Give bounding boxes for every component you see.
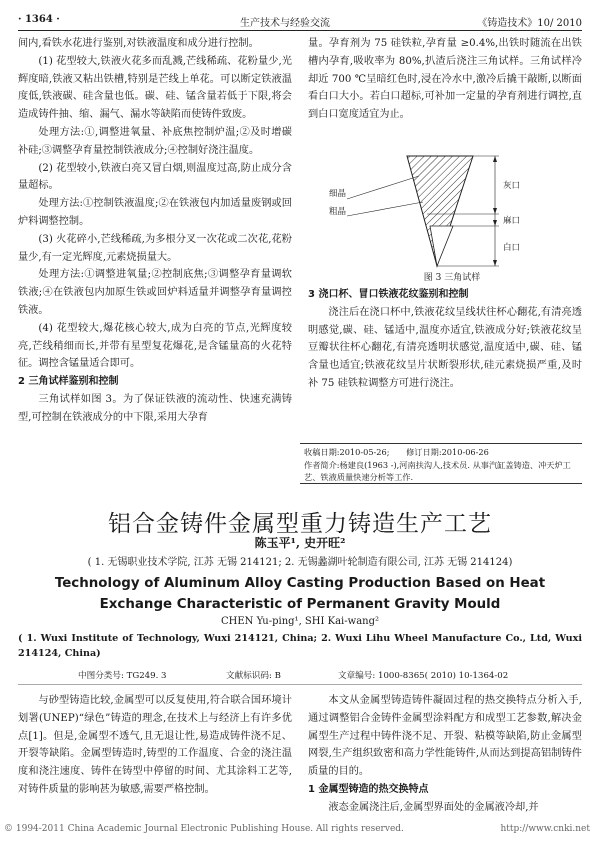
document-code: 文献标识码: B xyxy=(226,671,281,681)
label-coarse-grain: 粗晶 xyxy=(329,207,347,217)
column-title: 生产技术与经验交流 xyxy=(240,18,330,29)
section-heading: 2 三角试样鉴别和控制 xyxy=(18,376,119,388)
meta-rule-top xyxy=(300,443,582,444)
paragraph: (2) 花型较小,铁液白亮又冒白烟,则温度过高,防止成分含量超标。 xyxy=(18,162,292,192)
paragraph: 液态金属浇注后,金属型界面处的金属液冷却,并 xyxy=(328,801,539,813)
leader-line xyxy=(347,202,423,216)
paragraph: 三角试样如图 3。为了保证铁液的流动性、快速充满铸型,可控制在铁液成分的中下限,采用大孕育 xyxy=(18,393,292,423)
bottom-left-column xyxy=(18,692,292,799)
bottom-right-column xyxy=(308,692,582,817)
header-rule xyxy=(18,30,582,31)
paragraph: (3) 火花碎小,芒线稀疏,为多根分叉一次花或二次花,花粉量少,有一定光辉度,元素烧损量大。 xyxy=(18,233,292,263)
affiliations-cn: ( 1. 无锡职业技术学院, 江苏 无锡 214121; 2. 无锡蠡湖叶轮制造有限公司, 江苏 无锡 214124) xyxy=(87,557,513,568)
paragraph: 处理方法:①控制铁液温度;②在铁液包内加适量废钢或回炉料调整控制。 xyxy=(18,198,292,227)
paragraph: 处理方法:①,调整进氧量、补底焦控制炉温;②及时增碳补硅;③调整孕育量控制铁液成分;④控制好浇注温度。 xyxy=(18,126,292,156)
triangle-specimen-drawing xyxy=(327,154,577,270)
copyright-footer xyxy=(0,824,600,838)
dates-line xyxy=(304,446,582,459)
cnki-url[interactable]: http://www.cnki.net xyxy=(500,824,590,834)
label-mottled-iron: 麻口 xyxy=(503,216,521,226)
figure-caption: 图 3 三角试样 xyxy=(423,273,481,283)
copyright-text: © 1994-2011 China Academic Journal Electronic Publishing House. All rights reserved. xyxy=(4,824,404,834)
journal-issue: 《铸造技术》10/ 2010 xyxy=(477,18,582,29)
page-number: · 1364 · xyxy=(18,14,60,25)
clc-number: 中图分类号: TG249. 3 xyxy=(78,671,167,681)
revised-date: 修订日期:2010-06-26 xyxy=(406,447,489,457)
paragraph: (1) 花型较大,铁液火花多而乱溅,芒线稀疏、花粉量少,光辉度暗,铁液又粘出铁槽,特别是芒线上单花。可以断定铁液温度低,铁液碳、硅含量也低。碳、硅、锰含量若低于下限,将会造成铸件抽、缩、漏气、漏水等缺陷而使铸件致废。 xyxy=(18,55,292,121)
paragraph: 浇注后在浇口杯中,铁液花纹呈线状往杯心翻花,有清亮透明感觉,碳、硅、锰适中,温度亦适宜,铁液成分好;铁液花纹呈豆瓣状往杯心翻花,有清亮透明状感觉,温度适中,碳、硅、锰含量也适宜;铁液花纹呈片状断裂形状,硅元素烧损严重,及时补 75 硅铁粒调整方可进行浇注。 xyxy=(308,306,582,389)
affiliations-en: ( 1. Wuxi Institute of Technology, Wuxi 214121, China; 2. Wuxi Lihu Wheel Manufacture Co., Ltd, Wuxi 214124, China) xyxy=(18,633,582,659)
figure-triangle-specimen xyxy=(327,154,577,270)
meta-rule-bottom xyxy=(300,483,582,484)
right-column-upper xyxy=(308,35,582,124)
left-column xyxy=(18,35,292,427)
section-heading: 1 金属型铸造的热交换特点 xyxy=(308,783,429,795)
author-bio: 作者简介:杨建良(1963 -),河南扶沟人,技术员. 从事汽缸盖铸造、冲天炉工艺、铁液质量快速分析等工作. xyxy=(304,459,571,482)
section-heading: 3 浇口杯、冒口铁液花纹鉴别和控制 xyxy=(308,289,469,300)
received-date: 收稿日期:2010-05-26; xyxy=(304,447,390,457)
paragraph: 本文从金属型铸造铸件凝固过程的热交换特点分析入手,通过调整铝合金铸件金属型涂料配方和成型工艺参数,解决金属型生产过程中铸件浇不足、开裂、粘模等缺陷,防止金属型网裂,生产组织致密和高力学性能铸件,从而达到提高铝制铸件质量的目的。 xyxy=(308,695,582,778)
label-gray-iron: 灰口 xyxy=(503,181,521,191)
paragraph: 处理方法:①调整进氧量;②控制底焦;③调整孕育量调软铁液;④在铁液包内加原生铁或回炉料适量并调整孕育量调控铁液。 xyxy=(18,269,292,316)
label-fine-grain: 细晶 xyxy=(329,189,347,199)
leader-line xyxy=(347,176,419,199)
authors-en: CHEN Yu-ping¹, SHI Kai-wang² xyxy=(220,616,380,627)
label-white-iron: 白口 xyxy=(503,243,521,253)
article-title-cn: 铝合金铸件金属型重力铸造生产工艺 xyxy=(108,511,492,537)
article-title-en: Technology of Aluminum Alloy Casting Production Based on Heat Exchange Characteristic of Permanent Gravity Mould xyxy=(54,576,546,612)
title-separator xyxy=(18,684,582,685)
paragraph: 量。孕育剂为 75 硅铁粒,孕育量 ≥0.4%,出铁时随流在出铁槽内孕育,吸收率为 80%,扒渣后浇注三角试样。三角试样冷却近 700 ℃呈暗红色时,浸在冷水中,激冷后撬干敲断,以断面看白口大小。若白口超标,可补加一定量的孕育剂进行调控,直到白口宽度适宜为止。 xyxy=(308,38,582,121)
authors-cn: 陈玉平¹, 史开旺² xyxy=(254,536,346,550)
right-column-lower xyxy=(308,286,582,393)
article-metadata xyxy=(304,446,582,484)
white-zone xyxy=(430,226,453,266)
paragraph: 间内,看铁水花进行鉴别,对铁液温度和成分进行控制。 xyxy=(18,38,259,49)
paragraph: 与砂型铸造比较,金属型可以反复使用,符合联合国环境计划署(UNEP)“绿色”铸造的理念,在技术上与经济上有许多优点[1]。但是,金属型不透气,且无退让性,易造成铸件浇不足、开裂等缺陷。金属型铸造时,铸型的工作温度、合金的浇注温度和浇注速度、铸件在铸型中停留的时间、尤其涂料工艺等,对铸件质量的影响甚为敏感,需要严格控制。 xyxy=(18,695,292,795)
running-header xyxy=(18,14,582,28)
paragraph: (4) 花型较大,爆花核心较大,成为白亮的节点,光辉度较亮,芒线稍细而长,并带有星型复花爆花,是含锰量高的火花特征。调控含锰量适合即可。 xyxy=(18,322,292,370)
article-number: 文章编号: 1000-8365( 2010) 10-1364-02 xyxy=(338,671,509,681)
